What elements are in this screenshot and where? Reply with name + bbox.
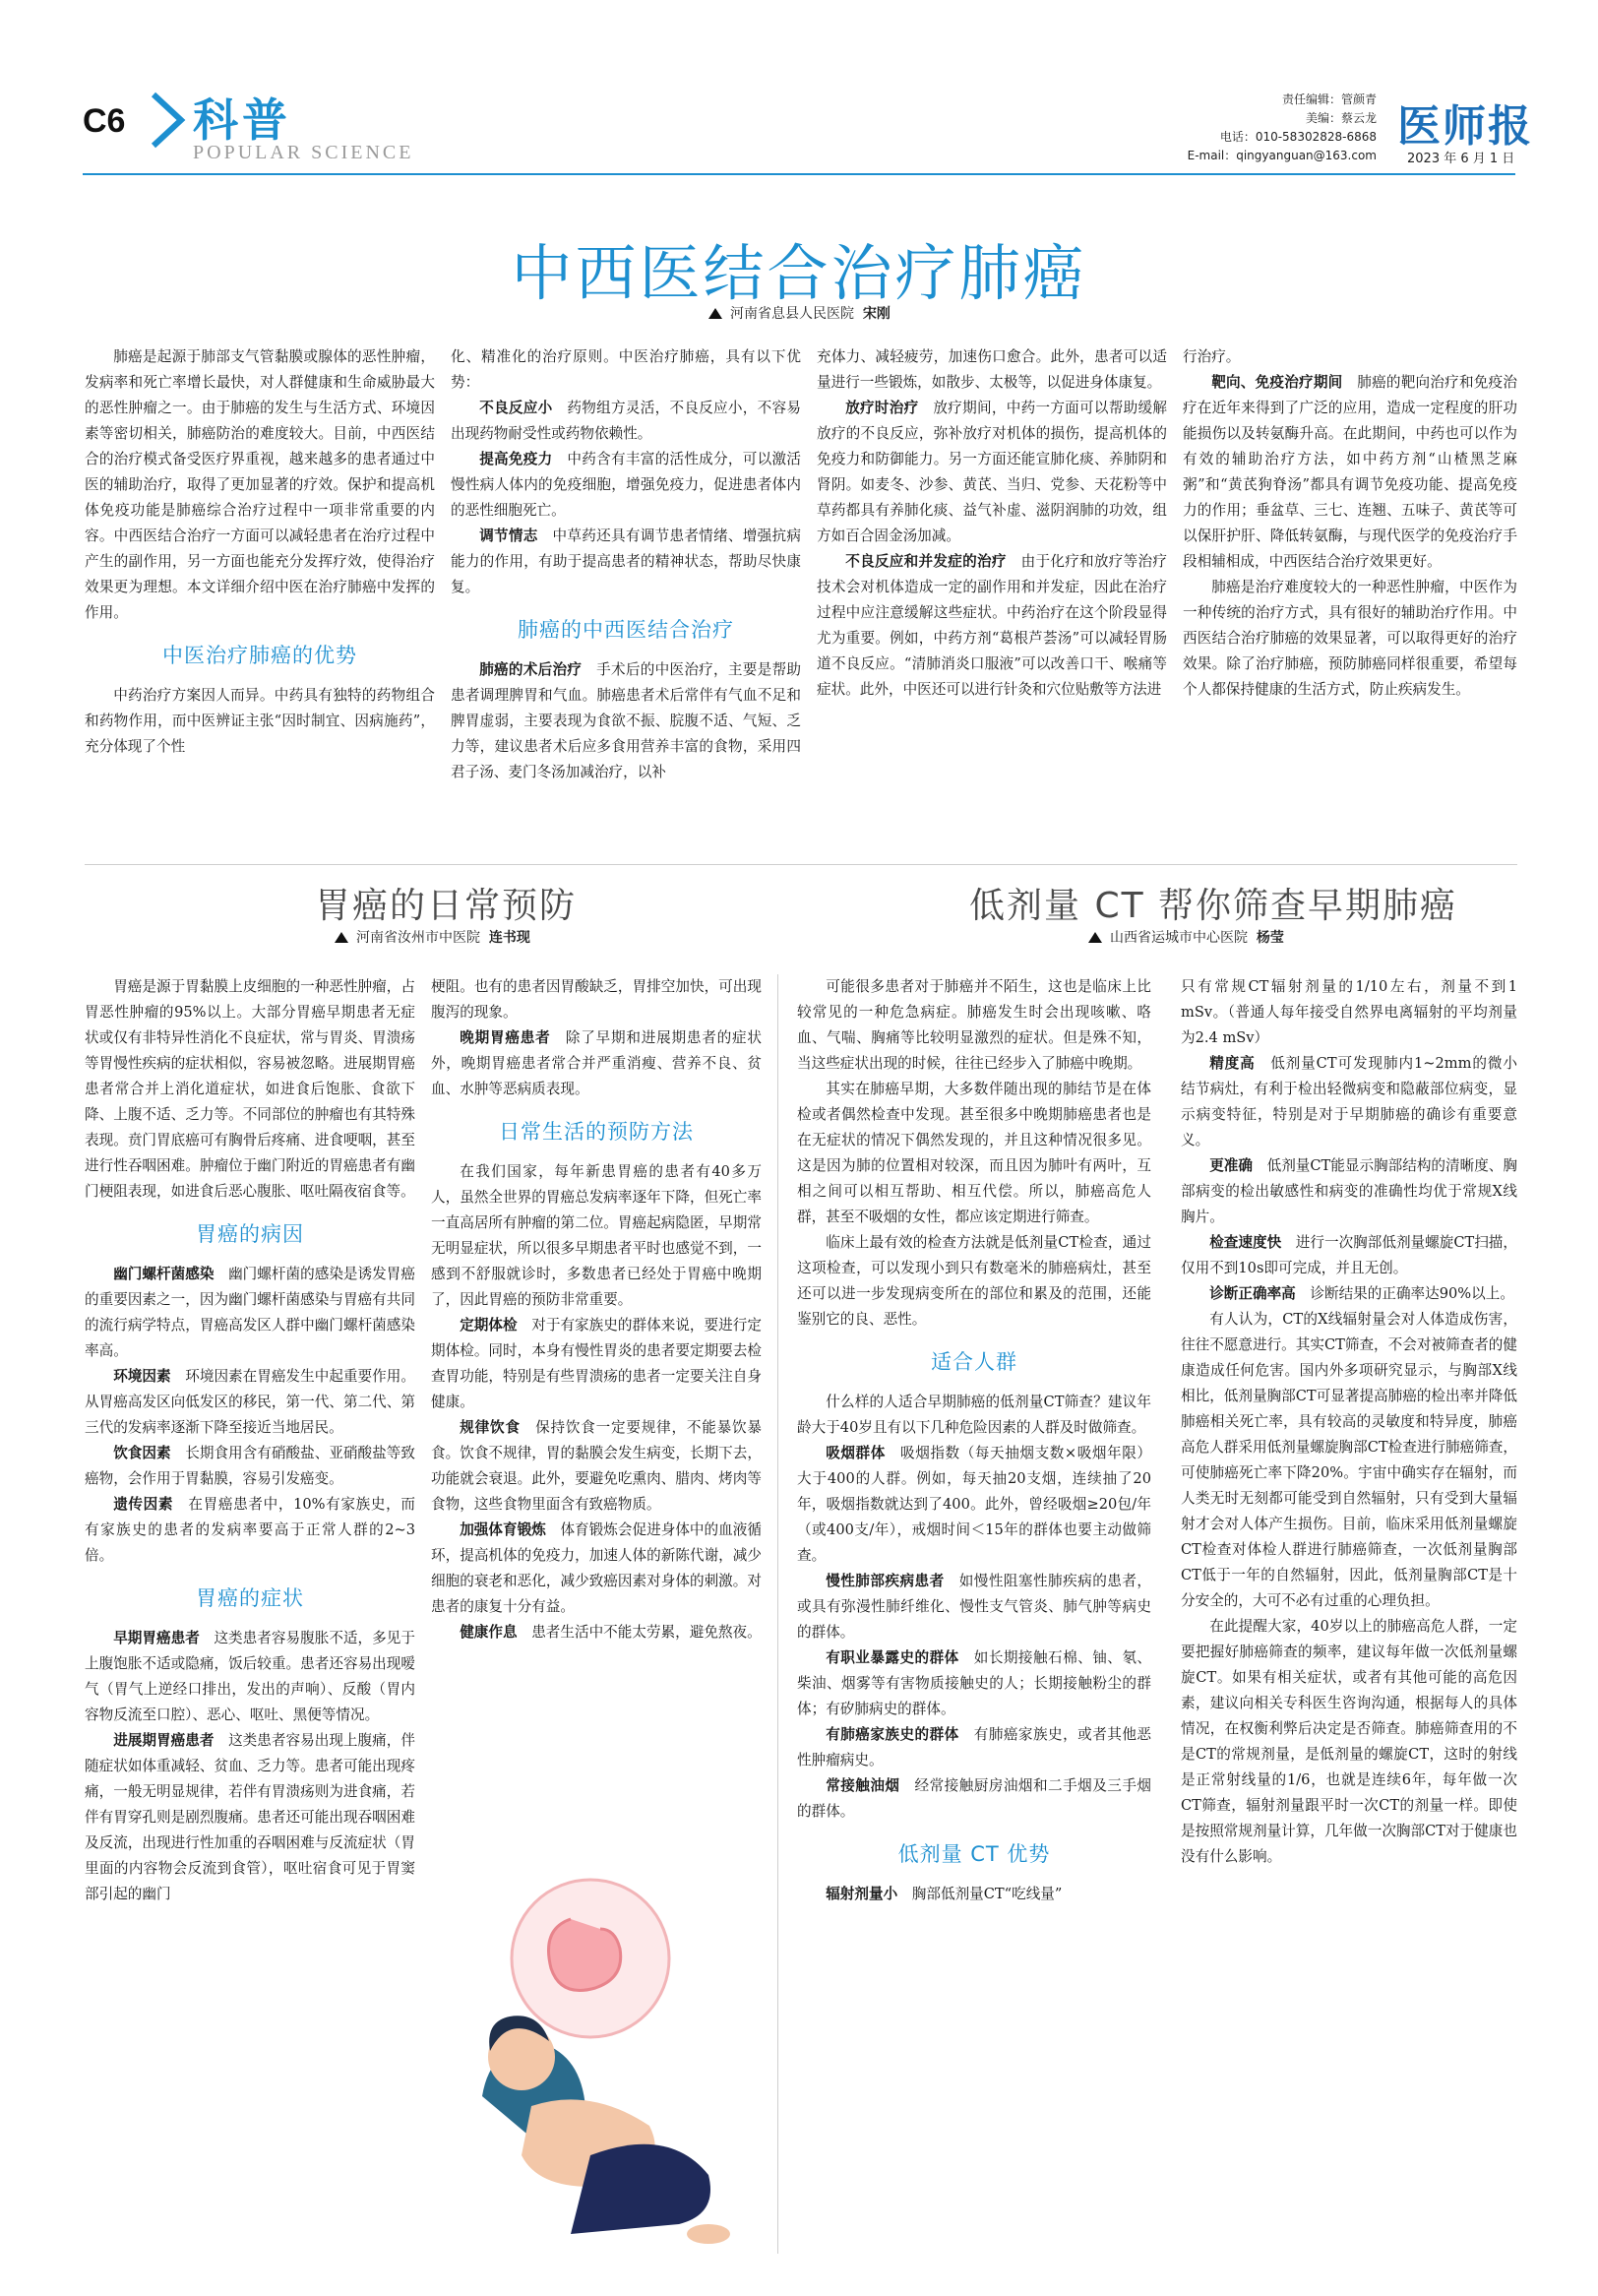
paragraph-text: 吸烟指数（每天抽烟支数×吸烟年限）大于400的人群。例如，每天抽20支烟，连续抽了20年，吸烟指数就达到了400。此外，曾经吸烟≥20包/年（或400支/年），戒烟时间＜15年的群体也要主动做筛查。 <box>797 1445 1151 1564</box>
paragraph-lead: 常接触油烟 <box>826 1777 900 1794</box>
paragraph <box>1183 575 1517 703</box>
header-rule <box>83 173 1515 175</box>
paragraph-lead: 有肺癌家族史的群体 <box>826 1726 959 1743</box>
article-title: 中西医结合治疗肺癌 <box>511 237 1087 309</box>
paragraph-lead: 辐射剂量小 <box>826 1886 898 1902</box>
paragraph <box>451 657 801 785</box>
credit-line: 责任编辑：管颜青 <box>1281 93 1377 106</box>
paragraph-text: 中药含有丰富的活性成分，可以激活慢性病人体内的免疫细胞，增强免疫力，促进患者体内的恶性细胞死亡。 <box>451 451 801 519</box>
stomach-pain-illustration <box>443 1840 738 2254</box>
paragraph-text: 胸部低剂量CT“吃线量” <box>911 1886 1063 1902</box>
byline <box>708 303 891 323</box>
paragraph-text: 肺癌的靶向治疗和免疫治疗在近年来得到了广泛的应用，造成一定程度的肝功能损伤以及转氨酶升高。在此期间，中药也可以作为有效的辅助治疗方法，如中药方剂“山楂黑芝麻粥”和“黄芪狗脊汤”都具有调节免疫功能、提高免疫力的作用；垂盆草、三七、连翘、五味子、黄芪等可以保肝护肝、降低转氨酶，与现代医学的免疫治疗手段相辅相成，中西医结合治疗效果更好。 <box>1183 374 1517 570</box>
paragraph-lead: 检查速度快 <box>1209 1234 1282 1251</box>
paragraph-text: 中草药还具有调节患者情绪、增强抗病能力的作用，有助于提高患者的精神状态，帮助尽快康复。 <box>451 527 801 595</box>
paragraph-lead: 慢性肺部疾病患者 <box>826 1573 945 1589</box>
author-org: 山西省运城市中心医院 <box>1110 930 1248 946</box>
paragraph-text: 在胃癌患者中，10%有家族史，而有家族史的患者的发病率要高于正常人群的2~3倍。 <box>85 1496 415 1564</box>
paragraph-lead: 晚期胃癌患者 <box>460 1029 551 1046</box>
paragraph-text: 临床上最有效的检查方法就是低剂量CT检查，通过这项检查，可以发现小到只有数毫米的肺癌病灶，甚至还可以进一步发现病变所在的部位和累及的范围，还能鉴别它的良、恶性。 <box>797 1234 1151 1328</box>
chevron-right-icon <box>148 91 187 150</box>
paragraph <box>797 1722 1151 1773</box>
issue-date: 2023 年 6 月 1 日 <box>1407 152 1515 166</box>
paragraph-lead: 有职业暴露史的群体 <box>826 1649 959 1666</box>
paragraph-text: 由于化疗和放疗等治疗技术会对机体造成一定的副作用和并发症，因此在治疗过程中应注意缓解这些症状。中药治疗在这个阶段显得尤为重要。例如，中药方剂“葛根芦荟汤”可以减轻胃肠道不良反应。“清肺消炎口服液”可以改善口干、喉痛等症状。此外，中医还可以进行针灸和穴位贴敷等方法进 <box>817 553 1167 698</box>
paragraph-lead: 吸烟群体 <box>826 1445 886 1461</box>
paragraph-text: 如慢性阻塞性肺疾病的患者，或具有弥漫性肺纤维化、慢性支气管炎、肺气肿等病史的群体。 <box>797 1573 1151 1641</box>
page-number: C6 <box>83 102 126 140</box>
paragraph <box>451 447 801 524</box>
section-heading: 肺癌的中西医结合治疗 <box>518 618 734 642</box>
author-org: 河南省汝州市中医院 <box>356 930 480 946</box>
paragraph-lead: 遗传因素 <box>113 1496 174 1513</box>
article-column <box>1183 344 1517 856</box>
paragraph-text: 肺癌是治疗难度较大的一种恶性肿瘤，中医作为一种传统的治疗方式，具有很好的辅助治疗作用。中西医结合治疗肺癌的效果显著，可以取得更好的治疗效果。除了治疗肺癌，预防肺癌同样很重要，希望每个人都保持健康的生活方式，防止疾病发生。 <box>1183 579 1517 698</box>
paragraph-lead: 不良反应和并发症的治疗 <box>845 553 1007 570</box>
paragraph-lead: 靶向、免疫治疗期间 <box>1211 374 1343 391</box>
paragraph-lead: 调节情志 <box>479 527 538 544</box>
paragraph-text: 行治疗。 <box>1183 348 1241 365</box>
paragraph-lead: 放疗时治疗 <box>845 400 919 416</box>
paragraph-lead: 早期胃癌患者 <box>113 1630 200 1646</box>
section-heading: 低剂量 CT 优势 <box>897 1842 1051 1866</box>
article-column <box>85 344 435 856</box>
paragraph <box>85 974 415 1205</box>
paragraph <box>797 1441 1151 1569</box>
paragraph <box>797 1569 1151 1645</box>
column-divider <box>777 974 778 2254</box>
paragraph <box>797 1882 1151 1907</box>
section-heading: 胃癌的症状 <box>196 1586 304 1610</box>
paragraph <box>431 1415 762 1518</box>
paragraph <box>85 1728 415 1907</box>
triangle-icon <box>708 308 722 319</box>
paragraph <box>451 524 801 600</box>
paragraph-lead: 定期体检 <box>460 1317 518 1334</box>
paragraph-text: 药物组方灵活，不良反应小，不容易出现药物耐受性或药物依赖性。 <box>451 400 801 442</box>
article-column <box>451 344 801 856</box>
paragraph-text: 低剂量CT可发现肺内1~2mm的微小结节病灶，有利于检出轻微病变和隐蔽部位病变，显示病变特征，特别是对于早期肺癌的确诊有重要意义。 <box>1181 1055 1517 1148</box>
section-heading: 日常生活的预防方法 <box>499 1120 694 1144</box>
paragraph <box>1181 1051 1517 1153</box>
article-title: 低剂量 CT 帮你筛查早期肺癌 <box>969 886 1458 926</box>
paragraph-lead: 肺癌的术后治疗 <box>479 661 583 678</box>
paragraph-text: 在我们国家，每年新患胃癌的患者有40多万人，虽然全世界的胃癌总发病率逐年下降，但死亡率一直高居所有肿瘤的第二位。胃癌起病隐匿，早期常无明显症状，所以很多早期患者平时也感觉不到，一感到不舒服就诊时，多数患者已经处于胃癌中晚期了，因此胃癌的预防非常重要。 <box>431 1163 762 1308</box>
byline <box>1088 927 1284 947</box>
paragraph <box>797 1645 1151 1722</box>
paragraph-text: 有人认为，CT的X线辐射量会对人体造成伤害，往往不愿意进行。其实CT筛查，不会对被筛查者的健康造成任何危害。国内外多项研究显示，与胸部X线相比，低剂量胸部CT可显著提高肺癌的检出率并降低肺癌相关死亡率，具有较高的灵敏度和特异度，肺癌高危人群采用低剂量螺旋胸部CT检查进行肺癌筛查，可使肺癌死亡率下降20%。宇宙中确实存在辐射，而人类无时无刻都可能受到自然辐射，只有受到大量辐射才会对人体产生损伤。目前，临床采用低剂量螺旋CT检查对体检人群进行肺癌筛查，一次低剂量胸部CT低于一年的自然辐射，因此，低剂量胸部CT是十分安全的，大可不必有过重的心理负担。 <box>1181 1311 1517 1609</box>
paragraph-text: 长期食用含有硝酸盐、亚硝酸盐等致癌物，会作用于胃黏膜，容易引发癌变。 <box>85 1445 415 1487</box>
paragraph-lead: 健康作息 <box>460 1624 518 1641</box>
paragraph-text: 中药治疗方案因人而异。中药具有独特的药物组合和药物作用，而中医辨证主张“因时制宜、因病施药”，充分体现了个性 <box>85 687 435 755</box>
article-column <box>817 344 1167 856</box>
paragraph-text: 环境因素在胃癌发生中起重要作用。从胃癌高发区向低发区的移民，第一代、第二代、第三代的发病率逐渐下降至接近当地居民。 <box>85 1368 415 1436</box>
paragraph-text: 其实在肺癌早期，大多数伴随出现的肺结节是在体检或者偶然检查中发现。甚至很多中晚期肺癌患者也是在无症状的情况下偶然发现的，并且这种情况很多见。这是因为肺的位置相对较深，而且因为肺叶有两叶，互相之间可以相互帮助、相互代偿。所以，肺癌高危人群，甚至不吸烟的女性，都应该定期进行筛查。 <box>797 1081 1151 1225</box>
paragraph-text: 患者生活中不能太劳累，避免熬夜。 <box>531 1624 762 1641</box>
paragraph <box>85 1364 415 1441</box>
paragraph <box>1183 344 1517 370</box>
paragraph-text: 有肺癌家族史，或者其他恶性肿瘤病史。 <box>797 1726 1151 1769</box>
section-subtitle: POPULAR SCIENCE <box>193 142 414 163</box>
paragraph-text: 放疗期间，中药一方面可以帮助缓解放疗的不良反应，弥补放疗对机体的损伤，提高机体的免疫力和防御能力。另一方面还能宣肺化痰、养肺阴和肾阴。如麦冬、沙参、黄芪、当归、党参、天花粉等中草药都具有养肺化痰、益气补虚、滋阴润肺的功效，组方如百合固金汤加减。 <box>817 400 1167 544</box>
paragraph-text: 化、精准化的治疗原则。中医治疗肺癌，具有以下优势： <box>451 348 801 391</box>
author-name: 连书现 <box>488 930 530 946</box>
paragraph <box>431 1620 762 1645</box>
triangle-icon <box>1088 932 1102 943</box>
paragraph-text: 在此提醒大家，40岁以上的肺癌高危人群，一定要把握好肺癌筛查的频率，建议每年做一次低剂量螺旋CT。如果有相关症状，或者有其他可能的高危因素，建议向相关专科医生咨询沟通，根据每人的具体情况，在权衡利弊后决定是否筛查。肺癌筛查用的不是CT的常规剂量，是低剂量的螺旋CT，这时的射线是正常射线量的1/6，也就是连续6年，每年做一次CT筛查，辐射剂量跟平时一次CT的剂量一样。即使是按照常规剂量计算，几年做一次胸部CT对于健康也没有什么影响。 <box>1181 1618 1517 1865</box>
article-column <box>1181 974 1517 2254</box>
paragraph <box>431 1313 762 1415</box>
section-divider <box>85 864 1517 865</box>
paragraph-text: 充体力、减轻疲劳，加速伤口愈合。此外，患者可以适量进行一些锻炼，如散步、太极等，以促进身体康复。 <box>817 348 1167 391</box>
paragraph-text: 只有常规CT辐射剂量的1/10左右，剂量不到1 mSv。（普通人每年接受自然界电离辐射的平均剂量为2.4 mSv） <box>1181 978 1517 1046</box>
paragraph-text: 保持饮食一定要规律，不能暴饮暴食。饮食不规律，胃的黏膜会发生病变，长期下去，功能就会衰退。此外，要避免吃熏肉、腊肉、烤肉等食物，这些食物里面含有致癌物质。 <box>431 1419 762 1513</box>
paragraph-text: 对于有家族史的群体来说，要进行定期体检。同时，本身有慢性胃炎的患者要定期要去检查胃功能，特别是有些胃溃疡的患者一定要关注自身健康。 <box>431 1317 762 1410</box>
paragraph-text: 什么样的人适合早期肺癌的低剂量CT筛查？建议年龄大于40岁且有以下几种危险因素的人群及时做筛查。 <box>797 1394 1151 1436</box>
paragraph <box>85 683 435 760</box>
paragraph-lead: 提高免疫力 <box>479 451 553 467</box>
paragraph <box>85 1441 415 1492</box>
paragraph <box>451 396 801 447</box>
paragraph-text: 这类患者容易腹胀不适，多见于上腹饱胀不适或隐痛，饭后较重。患者还容易出现嗳气（胃气上逆经口排出，发出的声响）、反酸（胃内容物反流至口腔）、恶心、呕吐、黑便等情况。 <box>85 1630 415 1723</box>
article-title: 胃癌的日常预防 <box>315 886 578 926</box>
section-heading: 中医治疗肺癌的优势 <box>162 644 357 667</box>
credit-line: E-mail：qingyanguan@163.com <box>1187 149 1377 162</box>
paragraph-text: 肺癌是起源于肺部支气管黏膜或腺体的恶性肿瘤，发病率和死亡率增长最快，对人群健康和生命威胁最大的恶性肿瘤之一。由于肺癌的发生与生活方式、环境因素等密切相关，肺癌防治的难度较大。目前，中西医结合的治疗模式备受医疗界重视，越来越多的患者通过中医的辅助治疗，取得了更加显著的疗效。保护和提高机体免疫功能是肺癌综合治疗过程中一项非常重要的内容。中西医结合治疗一方面可以减轻患者在治疗过程中产生的副作用，另一方面也能充分发挥疗效，使得治疗效果更为理想。本文详细介绍中医在治疗肺癌中发挥的作用。 <box>85 348 435 621</box>
paragraph-text: 幽门螺杆菌的感染是诱发胃癌的重要因素之一，因为幽门螺杆菌感染与胃癌有共同的流行病学特点，胃癌高发区人群中幽门螺杆菌感染率高。 <box>85 1266 415 1359</box>
editor-credits <box>1188 91 1377 165</box>
author-name: 宋刚 <box>862 306 891 322</box>
paragraph <box>817 549 1167 703</box>
paragraph-lead: 规律饮食 <box>460 1419 521 1436</box>
paragraph-text: 胃癌是源于胃黏膜上皮细胞的一种恶性肿瘤，占胃恶性肿瘤的95%以上。大部分胃癌早期患者无症状或仅有非特异性消化不良症状，常与胃炎、胃溃疡等胃慢性疾病的症状相似，容易被忽略。进展期胃癌患者常合并上消化道症状，如进食后饱胀、食欲下降、上腹不适、乏力等。不同部位的肿瘤也有其特殊表现。贲门胃底癌可有胸骨后疼痛、进食哽咽，甚至进行性吞咽困难。肿瘤位于幽门附近的胃癌患者有幽门梗阻表现，如进食后恶心腹胀、呕吐隔夜宿食等。 <box>85 978 415 1200</box>
author-name: 杨莹 <box>1256 930 1284 946</box>
credit-line: 电话：010-58302828-6868 <box>1219 130 1377 144</box>
paragraph-text: 体育锻炼会促进身体中的血液循环，提高机体的免疫力，加速人体的新陈代谢，减少细胞的衰老和恶化，减少致癌因素对身体的刺激。对患者的康复十分有益。 <box>431 1521 762 1615</box>
paragraph-lead: 幽门螺杆菌感染 <box>113 1266 215 1282</box>
author-org: 河南省息县人民医院 <box>730 306 854 322</box>
paragraph-lead: 更准确 <box>1209 1157 1253 1174</box>
paragraph <box>817 344 1167 396</box>
paragraph-lead: 进展期胃癌患者 <box>113 1732 215 1749</box>
paragraph-text: 经常接触厨房油烟和二手烟及三手烟的群体。 <box>797 1777 1151 1820</box>
paragraph <box>1181 1230 1517 1281</box>
paragraph <box>817 396 1167 549</box>
paragraph-lead: 饮食因素 <box>113 1445 171 1461</box>
paragraph-text: 进行一次胸部低剂量螺旋CT扫描，仅用不到10s即可完成，并且无创。 <box>1181 1234 1517 1276</box>
paragraph <box>85 1492 415 1569</box>
paragraph-lead: 环境因素 <box>113 1368 171 1385</box>
paragraph <box>797 1773 1151 1825</box>
article-column <box>431 974 762 1840</box>
paragraph <box>797 1390 1151 1441</box>
paragraph-text: 诊断结果的正确率达90%以上。 <box>1310 1285 1514 1302</box>
triangle-icon <box>335 932 348 943</box>
section-title: 科普 <box>193 93 291 147</box>
paragraph <box>797 1230 1151 1333</box>
paragraph <box>451 344 801 396</box>
paragraph <box>1181 974 1517 1051</box>
paragraph <box>431 974 762 1025</box>
paragraph-text: 如长期接触石棉、铀、氡、柴油、烟雾等有害物质接触史的人；长期接触粉尘的群体；有矽肺病史的群体。 <box>797 1649 1151 1717</box>
paragraph <box>1183 370 1517 575</box>
byline <box>335 927 530 947</box>
paragraph <box>85 1626 415 1728</box>
paragraph <box>797 1077 1151 1230</box>
paragraph <box>1181 1307 1517 1614</box>
paragraph <box>85 344 435 626</box>
section-heading: 胃癌的病因 <box>196 1222 304 1246</box>
paragraph-text: 这类患者容易出现上腹痛，伴随症状如体重减轻、贫血、乏力等。患者可能出现疼痛，一般无明显规律，若伴有胃溃疡则为进食痛，若伴有胃穿孔则是剧烈腹痛。患者还可能出现吞咽困难及反流，出现进行性加重的吞咽困难与反流症状（胃里面的内容物会反流到食管），呕吐宿食可见于胃窦部引起的幽门 <box>85 1732 415 1902</box>
paragraph-lead: 不良反应小 <box>479 400 553 416</box>
paragraph <box>1181 1153 1517 1230</box>
paragraph-lead: 精度高 <box>1209 1055 1256 1072</box>
paragraph-lead: 诊断正确率高 <box>1209 1285 1296 1302</box>
paragraph-text: 除了早期和进展期患者的症状外，晚期胃癌患者常合并严重消瘦、营养不良、贫血、水肿等恶病质表现。 <box>431 1029 762 1097</box>
paragraph <box>1181 1281 1517 1307</box>
paragraph <box>1181 1614 1517 1870</box>
section-heading: 适合人群 <box>931 1350 1017 1374</box>
paragraph <box>431 1025 762 1102</box>
paragraph <box>431 1159 762 1313</box>
article-column <box>85 974 415 2244</box>
paragraph <box>85 1262 415 1364</box>
article-column <box>797 974 1151 2254</box>
paragraph-text: 可能很多患者对于肺癌并不陌生，这也是临床上比较常见的一种危急病症。肺癌发生时会出现咳嗽、咯血、气喘、胸痛等比较明显激烈的症状。但是殊不知，当这些症状出现的时候，往往已经步入了肺癌中晚期。 <box>797 978 1151 1072</box>
credit-line: 美编：蔡云龙 <box>1305 111 1377 125</box>
paragraph-text: 手术后的中医治疗，主要是帮助患者调理脾胃和气血。肺癌患者术后常伴有气血不足和脾胃虚弱，主要表现为食欲不振、脘腹不适、气短、乏力等，建议患者术后应多食用营养丰富的食物，采用四君子汤、麦门冬汤加减治疗，以补 <box>451 661 801 780</box>
paragraph-text: 低剂量CT能显示胸部结构的清晰度、胸部病变的检出敏感性和病变的准确性均优于常规X线胸片。 <box>1181 1157 1517 1225</box>
paragraph-text: 梗阻。也有的患者因胃酸缺乏，胃排空加快，可出现腹泻的现象。 <box>431 978 762 1021</box>
paragraph-lead: 加强体育锻炼 <box>460 1521 546 1538</box>
paragraph <box>431 1518 762 1620</box>
paragraph <box>797 974 1151 1077</box>
newspaper-logo: 医师报 <box>1397 101 1533 152</box>
